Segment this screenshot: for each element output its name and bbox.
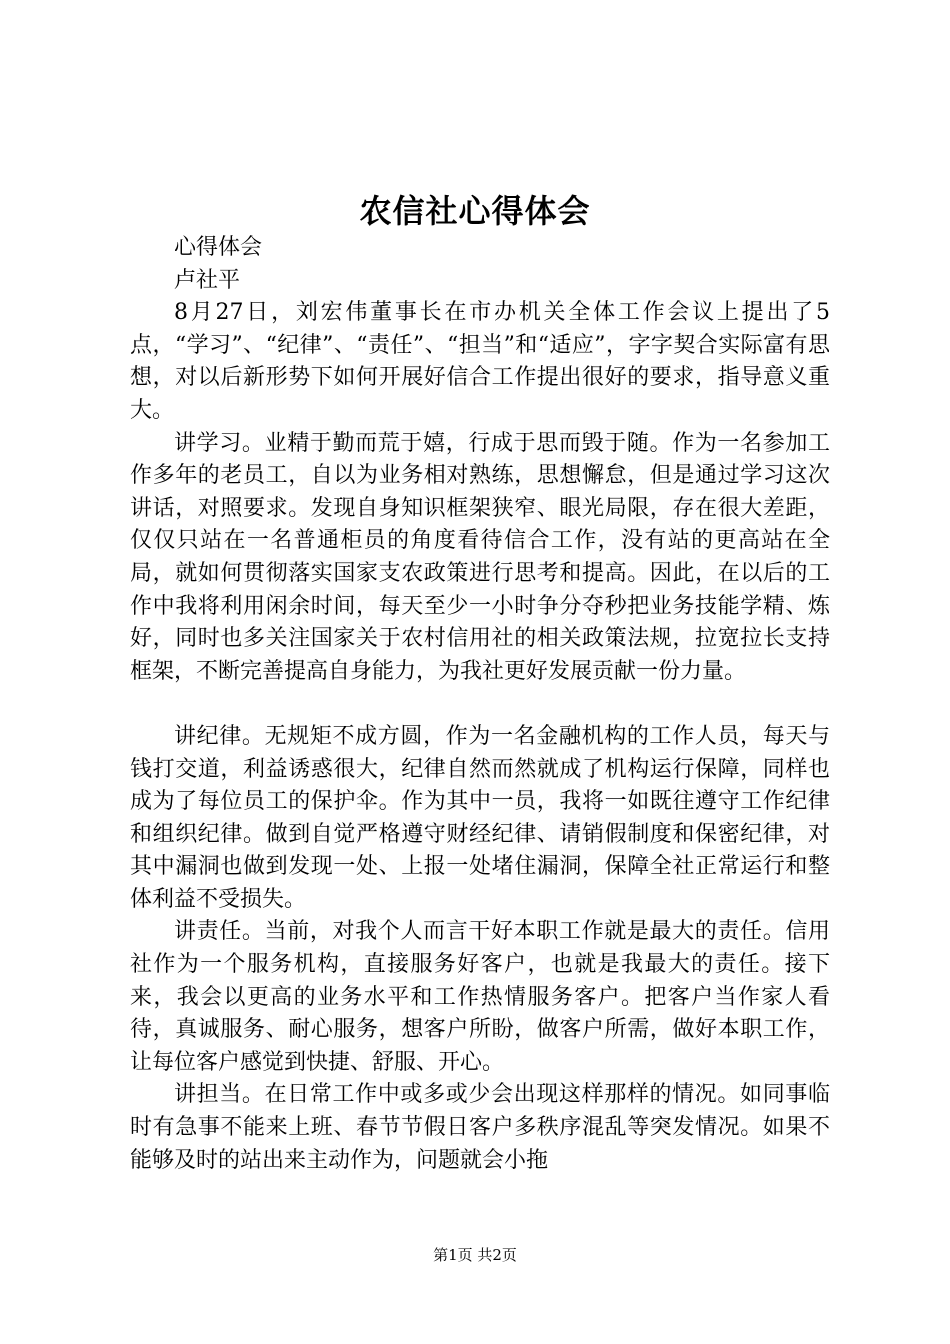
responsibility-paragraph: 讲责任。当前，对我个人而言干好本职工作就是最大的责任。信用社作为一个服务机构，直接服务好客户，也就是我最大的责任。接下来，我会以更高的业务水平和工作热情服务客户。把客户当作家人看待，真诚服务、耐心服务，想客户所盼，做客户所需，做好本职工作，让每位客户感觉到快捷、舒服、开心。 bbox=[130, 919, 830, 1075]
discipline-paragraph: 讲纪律。无规矩不成方圆，作为一名金融机构的工作人员，每天与钱打交道，利益诱惑很大，纪律自然而然就成了机构运行保障，同样也成为了每位员工的保护伞。作为其中一员，我将一如既往遵守工作纪律和组织纪律。做到自觉严格遵守财经纪律、请销假制度和保密纪律，对其中漏洞也做到发现一处、上报一处堵住漏洞，保障全社正常运行和整体利益不受损失。 bbox=[130, 723, 830, 912]
author-paragraph: 卢社平 bbox=[174, 267, 241, 293]
study-paragraph: 讲学习。业精于勤而荒于嬉，行成于思而毁于随。作为一名参加工作多年的老员工，自以为业务相对熟练，思想懈怠，但是通过学习这次讲话，对照要求。发现自身知识框架狭窄、眼光局限，存在很大差距，仅仅只站在一名普通柜员的角度看待信合工作，没有站的更高站在全局，就如何贯彻落实国家支农政策进行思考和提高。因此，在以后的工作中我将利用闲余时间，每天至少一小时争分夺秒把业务技能学精、炼好，同时也多关注国家关于农村信用社的相关政策法规，拉宽拉长支持框架，不断完善提高自身能力，为我社更好发展贡献一份力量。 bbox=[130, 430, 830, 684]
document-title: 农信社心得体会 bbox=[359, 192, 591, 230]
document-body bbox=[130, 232, 830, 1177]
subtitle-paragraph: 心得体会 bbox=[174, 235, 263, 260]
page-number-footer: 第1页 共2页 bbox=[433, 1246, 517, 1264]
commitment-paragraph: 讲担当。在日常工作中或多或少会出现这样那样的情况。如同事临时有急事不能来上班、春节节假日客户多秩序混乱等突发情况。如果不能够及时的站出来主动作为，问题就会小拖 bbox=[130, 1082, 830, 1173]
intro-paragraph: 8月27日，刘宏伟董事长在市办机关全体工作会议上提出了5点，“学习”、“纪律”、“责任”、“担当”和“适应”，字字契合实际富有思想，对以后新形势下如何开展好信合工作提出很好的要求，指导意义重大。 bbox=[130, 300, 830, 423]
